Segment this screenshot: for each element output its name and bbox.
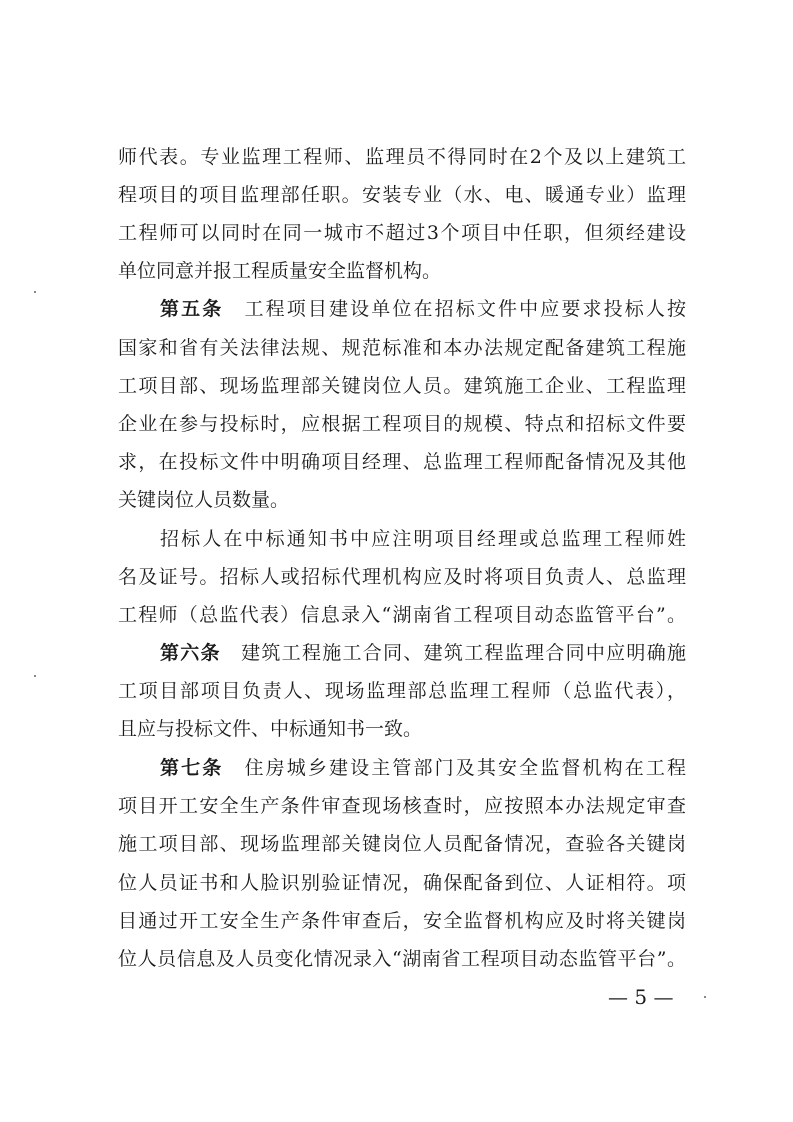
text-line <box>118 714 686 744</box>
article-heading: 第六条 <box>160 642 221 664</box>
article-heading: 第五条 <box>160 298 224 320</box>
text-line <box>118 256 686 286</box>
text-line <box>118 676 686 706</box>
text-line <box>160 753 686 783</box>
line-text: 位人员信息及人员变化情况录入“湖南省工程项目动态监管平台”。 <box>118 948 686 970</box>
text-line <box>118 562 686 592</box>
line-text: 招标人在中标通知书中应注明项目经理或总监理工程师姓 <box>160 528 686 550</box>
text-line <box>160 294 686 324</box>
line-text: 企业在参与投标时，应根据工程项目的规模、特点和招标文件要 <box>118 413 686 435</box>
page-number: — 5 — <box>608 985 674 1009</box>
text-line <box>160 638 686 668</box>
line-text: 工程师可以同时在同一城市不超过3个项目中任职，但须经建设 <box>118 222 686 244</box>
article-heading: 第七条 <box>160 757 224 779</box>
text-line <box>118 142 686 172</box>
line-text: 程项目的项目监理部任职。安装专业（水、电、暖通专业）监理 <box>118 184 686 206</box>
line-text: 工项目部、现场监理部关键岗位人员。建筑施工企业、工程监理 <box>118 375 686 397</box>
line-text: 且应与投标文件、中标通知书一致。 <box>118 718 423 740</box>
line-text: 工程师（总监代表）信息录入“湖南省工程项目动态监管平台”。 <box>118 604 686 626</box>
line-text: 国家和省有关法律法规、规范标准和本办法规定配备建筑工程施 <box>118 337 686 359</box>
text-line <box>118 829 686 859</box>
line-text: 建筑工程施工合同、建筑工程监理合同中应明确施 <box>220 642 686 664</box>
line-text: 名及证号。招标人或招标代理机构应及时将项目负责人、总监理 <box>118 566 686 588</box>
scan-speck <box>34 291 36 293</box>
text-line <box>118 906 686 936</box>
text-line <box>118 333 686 363</box>
line-text: 目通过开工安全生产条件审查后，安全监督机构应及时将关键岗 <box>118 910 686 932</box>
text-line <box>118 485 686 515</box>
scan-speck <box>704 996 706 998</box>
text-line <box>118 180 686 210</box>
scan-speck <box>34 675 36 677</box>
line-text: 位人员证书和人脸识别验证情况，确保配备到位、人证相符。项 <box>118 872 686 894</box>
text-line <box>118 791 686 821</box>
line-text: 求，在投标文件中明确项目经理、总监理工程师配备情况及其他 <box>118 451 686 473</box>
text-line <box>118 600 686 630</box>
line-text: 单位同意并报工程质量安全监督机构。 <box>118 260 442 282</box>
text-line <box>118 868 686 898</box>
line-text: 施工项目部、现场监理部关键岗位人员配备情况，查验各关键岗 <box>118 833 686 855</box>
text-line <box>160 524 686 554</box>
line-text: 工项目部项目负责人、现场监理部总监理工程师（总监代表）， <box>118 680 686 702</box>
line-text: 住房城乡建设主管部门及其安全监督机构在工程 <box>223 757 686 779</box>
line-text: 工程项目建设单位在招标文件中应要求投标人按 <box>223 298 686 320</box>
text-line <box>118 371 686 401</box>
line-text: 师代表。专业监理工程师、监理员不得同时在2个及以上建筑工 <box>118 146 686 168</box>
text-line <box>118 409 686 439</box>
text-line <box>118 218 686 248</box>
text-line <box>118 447 686 477</box>
line-text: 关键岗位人员数量。 <box>118 489 290 511</box>
text-line <box>118 944 686 974</box>
line-text: 项目开工安全生产条件审查现场核查时，应按照本办法规定审查 <box>118 795 686 817</box>
